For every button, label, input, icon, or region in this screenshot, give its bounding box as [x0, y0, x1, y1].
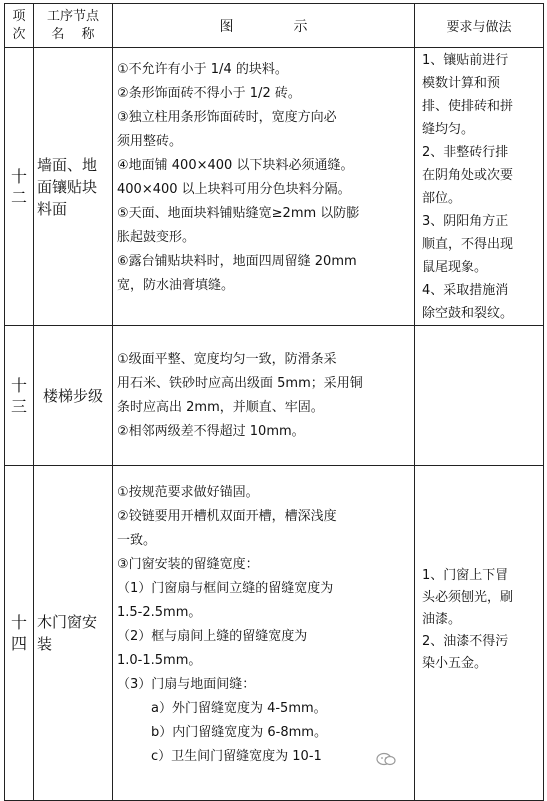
description-line: a）外门留缝宽度为 4-5mm。: [151, 701, 327, 716]
requirement-line: 顺直，不得出现: [422, 237, 514, 252]
row-requirements-empty: [415, 326, 544, 466]
row-number-line: 十: [10, 613, 27, 632]
construction-process-table: [4, 3, 544, 801]
row-description: [113, 466, 415, 801]
description-line: 1.0-1.5mm。: [117, 653, 202, 668]
requirement-line: 在阴角处或次要: [422, 168, 514, 183]
requirement-line: 油漆。: [422, 612, 462, 627]
description-line: 胀起鼓变形。: [117, 230, 196, 245]
description-line: 一致。: [117, 533, 157, 548]
description-line: ②相邻两级差不得超过 10mm。: [117, 423, 305, 439]
table-row: [5, 466, 544, 801]
description-line: c）卫生间门留缝宽度为 10-1: [151, 749, 322, 764]
description-line: 宽，防水油膏填缝。: [117, 278, 235, 293]
requirement-line: 除空鼓和裂纹。: [422, 306, 514, 321]
table-row: [5, 48, 544, 326]
requirement-line: 3、阴阳角方正: [422, 214, 509, 229]
row-requirements: [415, 48, 544, 326]
header-process: [34, 4, 113, 48]
description-line: ①按规范要求做好锚固。: [117, 485, 259, 500]
requirement-line: 2、油漆不得污: [422, 634, 509, 649]
description-line: ⑥露台铺贴块料时，地面四周留缝 20mm: [117, 254, 357, 269]
header-item-no-line: 项: [12, 8, 26, 24]
header-process-line: 名 称: [51, 26, 95, 42]
process-name-line: 面镶贴块: [37, 177, 98, 196]
header-row: [5, 4, 544, 48]
requirement-line: 排、使排砖和拼: [422, 99, 514, 114]
requirement-line: 1、镶贴前进行: [422, 53, 509, 68]
row-number-line: 十: [10, 375, 27, 395]
process-name-line: 装: [37, 635, 53, 653]
requirement-line: 缝均匀。: [422, 122, 475, 137]
description-line: （1）门窗扇与框间立缝的留缝宽度为: [117, 581, 334, 596]
requirement-line: 部位。: [422, 191, 462, 206]
row-number-line: 十: [10, 166, 27, 186]
row-number-line: 四: [10, 634, 27, 653]
table-row: [5, 326, 544, 466]
description-line: （2）框与扇间上缝的留缝宽度为: [117, 629, 308, 644]
description-line: 须用整砖。: [117, 134, 183, 149]
description-line: ③独立柱用条形饰面砖时，宽度方向必: [117, 110, 337, 125]
header-diagram-left: 图: [219, 18, 234, 35]
description-line: ①级面平整、宽度均匀一致，防滑条采: [117, 351, 337, 367]
row-process-name: [34, 326, 113, 466]
row-number: [5, 466, 34, 801]
row-requirements: [415, 466, 544, 801]
description-line: 用石米、铁砂时应高出级面 5mm；采用铜: [117, 375, 363, 391]
header-requirements: 要求与做法: [415, 4, 544, 48]
header-item-no-line: 次: [12, 26, 26, 42]
requirement-line: 头必须刨光，刷: [422, 590, 514, 605]
header-item-no: [5, 4, 34, 48]
requirement-line: 鼠尾现象。: [422, 260, 488, 275]
requirement-line: 染小五金。: [422, 656, 488, 671]
row-description: [113, 48, 415, 326]
process-name-line: 料面: [37, 199, 68, 218]
row-number: [5, 326, 34, 466]
requirement-line: 模数计算和预: [422, 76, 501, 91]
description-line: ④地面铺 400×400 以下块料必须通缝。: [117, 158, 354, 173]
row-number: [5, 48, 34, 326]
process-name-line: 木门窗安: [37, 613, 98, 631]
row-description: [113, 326, 415, 466]
row-process-name: [34, 48, 113, 326]
row-number-line: 三: [10, 396, 27, 416]
requirement-line: 1、门窗上下冒: [422, 568, 509, 583]
process-name-line: 楼梯步级: [42, 386, 103, 405]
description-line: 1.5-2.5mm。: [117, 605, 202, 620]
row-number-line: 二: [10, 187, 27, 207]
description-line: ③门窗安装的留缝宽度：: [117, 557, 259, 572]
row-process-name: [34, 466, 113, 801]
description-line: 400×400 以上块料可用分色块料分隔。: [117, 182, 351, 197]
description-line: （3）门扇与地面间缝：: [117, 677, 256, 692]
requirement-line: 4、采取措施消: [422, 283, 509, 298]
header-process-line: 工序节点: [46, 8, 99, 24]
description-line: 条时应高出 2mm，并顺直、牢固。: [117, 399, 324, 415]
description-line: ①不允许有小于 1/4 的块料。: [117, 62, 288, 77]
process-name-line: 墙面、地: [37, 155, 98, 174]
watermark-icon: [376, 752, 396, 766]
description-line: ②条形饰面砖不得小于 1/2 砖。: [117, 86, 301, 101]
header-diagram: [113, 4, 415, 48]
requirement-line: 2、非整砖行排: [422, 145, 509, 160]
header-diagram-right: 示: [293, 18, 308, 35]
description-line: ②铰链要用开槽机双面开槽，槽深浅度: [117, 509, 337, 524]
description-line: ⑤天面、地面块料铺贴缝宽≥2mm 以防膨: [117, 206, 360, 221]
description-line: b）内门留缝宽度为 6-8mm。: [151, 725, 327, 740]
